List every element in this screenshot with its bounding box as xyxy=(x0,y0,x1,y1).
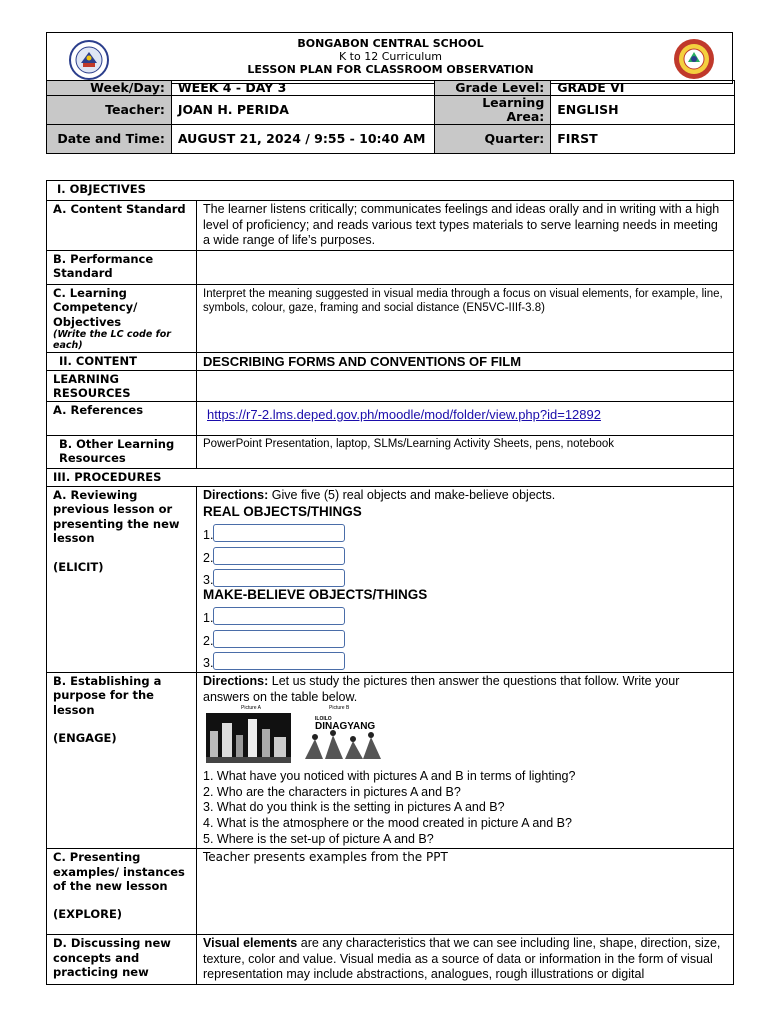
picture-a-caption: Picture A xyxy=(241,705,262,712)
explore-text: Teacher presents examples from the PPT xyxy=(197,849,734,935)
performance-standard-text xyxy=(197,250,734,284)
lesson-info-table xyxy=(46,80,735,154)
real-object-row-2: 2. xyxy=(203,542,727,565)
real-object-input-1[interactable] xyxy=(213,524,345,542)
real-objects-heading: REAL OBJECTS/THINGS xyxy=(203,503,362,519)
competency-note: (Write the LC code for each) xyxy=(53,329,171,351)
picture-b-title-small: ILOILO xyxy=(315,716,332,723)
objectives-heading: I. OBJECTIVES xyxy=(47,181,734,201)
elicit-tag: (ELICIT) xyxy=(53,559,104,574)
content-text: DESCRIBING FORMS AND CONVENTIONS OF FILM xyxy=(197,353,734,371)
engage-label: B. Establishing a purpose for the lesson xyxy=(53,674,162,717)
engage-content xyxy=(197,673,734,849)
picture-b-title: DINAGYANG xyxy=(315,721,376,733)
real-object-row-1: 1. xyxy=(203,519,727,542)
learning-area-label: Learning Area: xyxy=(435,96,551,125)
make-believe-row-3: 3. xyxy=(203,648,727,670)
picture-a-image xyxy=(206,713,291,763)
content-heading: II. CONTENT xyxy=(47,353,197,371)
other-resources-label: B. Other Learning Resources xyxy=(47,436,197,469)
engage-pictures xyxy=(203,705,727,769)
competency-text: Interpret the meaning suggested in visual media through a focus on visual elements, for example, line, symbols, colour, gaze, framing and social distance (EN5VC-IIIf-3.8) xyxy=(197,284,734,352)
learning-resources-heading: LEARNING RESOURCES xyxy=(47,371,197,402)
content-standard-text: The learner listens critically; communicates feelings and ideas orally and in writing with a high level of proficiency; and reads various text types materials to serve learning needs in meeting a wide range of life’s purposes. xyxy=(197,201,734,251)
picture-b-caption: Picture B xyxy=(329,705,350,712)
explore-label: C. Presenting examples/ instances of the new lesson xyxy=(53,850,185,893)
quarter-label: Quarter: xyxy=(435,125,551,154)
school-seal-icon xyxy=(671,37,717,81)
engage-cell xyxy=(47,673,197,849)
procedures-heading: III. PROCEDURES xyxy=(47,469,734,487)
references-link[interactable]: https://r7-2.lms.deped.gov.ph/moodle/mod/folder/view.php?id=12892 xyxy=(207,407,601,422)
teacher-value: JOAN H. PERIDA xyxy=(171,96,434,125)
engage-tag: (ENGAGE) xyxy=(53,731,117,746)
elicit-cell xyxy=(47,487,197,673)
make-believe-row-2: 2. xyxy=(203,625,727,648)
engage-directions: Directions: Let us study the pictures then answer the questions that follow. Write your answers on the table below. xyxy=(203,674,680,704)
quarter-value: FIRST xyxy=(551,125,735,154)
grade-value: GRADE VI xyxy=(551,81,735,96)
make-believe-heading: MAKE-BELIEVE OBJECTS/THINGS xyxy=(203,586,428,602)
references-label: A. References xyxy=(47,402,197,436)
competency-cell xyxy=(47,284,197,352)
document-header xyxy=(46,32,733,84)
school-name: BONGABON CENTRAL SCHOOL xyxy=(297,37,484,50)
teacher-label: Teacher: xyxy=(47,96,172,125)
competency-label: C. Learning Competency/ Objectives xyxy=(53,285,138,329)
learning-resources-blank xyxy=(197,371,734,402)
grade-label: Grade Level: xyxy=(435,81,551,96)
make-believe-input-3[interactable] xyxy=(213,652,345,670)
real-object-input-3[interactable] xyxy=(213,569,345,587)
elicit-label: A. Reviewing previous lesson or presenting the new lesson xyxy=(53,488,180,546)
explore-tag: (EXPLORE) xyxy=(53,907,123,922)
references-cell xyxy=(197,402,734,436)
engage-question-4: 4. What is the atmosphere or the mood created in picture A and B? xyxy=(203,815,572,830)
explore-cell xyxy=(47,849,197,935)
other-resources-text: PowerPoint Presentation, laptop, SLMs/Learning Activity Sheets, pens, notebook xyxy=(197,436,734,469)
lesson-plan-table xyxy=(46,180,734,985)
elicit-directions: Directions: Give five (5) real objects and make-believe objects. xyxy=(203,488,556,502)
week-label: Week/Day: xyxy=(47,81,172,96)
engage-question-5: 5. Where is the set-up of picture A and B? xyxy=(203,831,434,846)
engage-question-3: 3. What do you think is the setting in pictures A and B? xyxy=(203,800,505,815)
make-believe-input-1[interactable] xyxy=(213,607,345,625)
real-object-input-2[interactable] xyxy=(213,547,345,565)
plan-title: LESSON PLAN FOR CLASSROOM OBSERVATION xyxy=(247,63,534,76)
engage-question-2: 2. Who are the characters in pictures A and B? xyxy=(203,784,461,799)
date-time-value: AUGUST 21, 2024 / 9:55 - 10:40 AM xyxy=(171,125,434,154)
make-believe-input-2[interactable] xyxy=(213,630,345,648)
week-value: WEEK 4 - DAY 3 xyxy=(171,81,434,96)
engage-question-1: 1. What have you noticed with pictures A and B in terms of lighting? xyxy=(203,769,576,784)
real-object-row-3: 3. xyxy=(203,565,727,587)
content-standard-label: A. Content Standard xyxy=(47,201,197,251)
performance-standard-label: B. Performance Standard xyxy=(47,250,197,284)
discussing-label: D. Discussing new concepts and practicing new xyxy=(47,935,197,985)
elicit-content xyxy=(197,487,734,673)
curriculum-name: K to 12 Curriculum xyxy=(338,50,443,63)
make-believe-row-1: 1. xyxy=(203,602,727,625)
date-time-label: Date and Time: xyxy=(47,125,172,154)
learning-area-value: ENGLISH xyxy=(551,96,735,125)
discussing-text: Visual elements are any characteristics that we can see including line, shape, direction, size, texture, color and value. Visual media as a source of data or information in the form of visual representation may include abstractions, analogues, rough illustrations or digital xyxy=(197,935,734,985)
